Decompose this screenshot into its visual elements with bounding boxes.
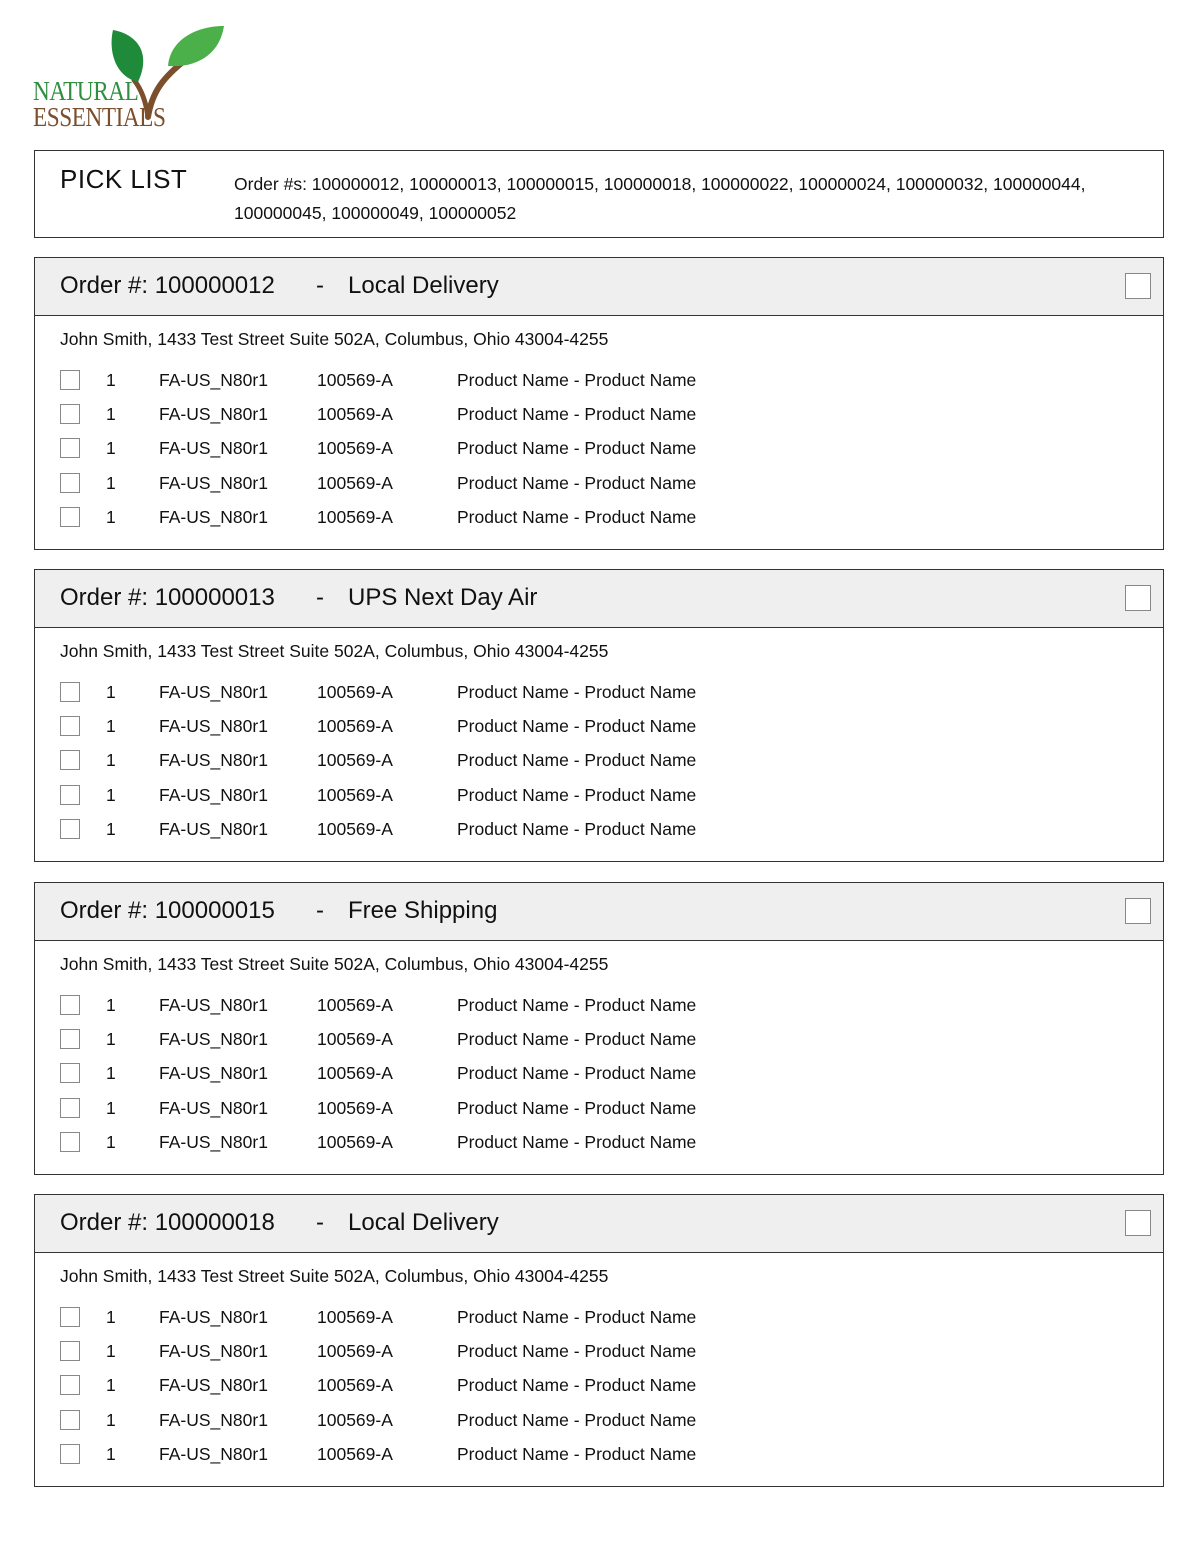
order-number: Order #: 100000018 <box>60 1209 275 1236</box>
item-sku: FA-US_N80r1 <box>159 506 268 527</box>
order-card <box>34 882 1164 1175</box>
item-sku: FA-US_N80r1 <box>159 750 268 771</box>
item-sku: FA-US_N80r1 <box>159 472 268 493</box>
line-item <box>35 1408 1163 1442</box>
item-part-number: 100569-A <box>317 404 393 425</box>
item-sku: FA-US_N80r1 <box>159 1409 268 1430</box>
order-number: Order #: 100000013 <box>60 584 275 611</box>
item-quantity: 1 <box>106 682 116 702</box>
item-quantity: 1 <box>106 1409 116 1430</box>
order-complete-checkbox[interactable] <box>1125 585 1151 611</box>
line-item <box>35 1027 1163 1061</box>
order-card <box>34 569 1164 862</box>
order-items-list <box>35 368 1163 539</box>
item-picked-checkbox[interactable] <box>60 438 80 458</box>
item-picked-checkbox[interactable] <box>60 404 80 424</box>
brand-logo <box>30 22 230 130</box>
item-product-name: Product Name - Product Name <box>457 1131 697 1152</box>
item-sku: FA-US_N80r1 <box>159 1443 268 1464</box>
item-part-number: 100569-A <box>317 1307 393 1327</box>
item-sku: FA-US_N80r1 <box>159 995 268 1015</box>
item-quantity: 1 <box>106 784 116 805</box>
item-quantity: 1 <box>106 716 116 737</box>
item-product-name: Product Name - Product Name <box>457 404 697 425</box>
item-sku: FA-US_N80r1 <box>159 716 268 737</box>
item-sku: FA-US_N80r1 <box>159 818 268 839</box>
item-product-name: Product Name - Product Name <box>457 438 697 459</box>
item-part-number: 100569-A <box>317 1063 393 1084</box>
item-part-number: 100569-A <box>317 370 393 390</box>
item-picked-checkbox[interactable] <box>60 1375 80 1395</box>
line-item <box>35 993 1163 1027</box>
item-sku: FA-US_N80r1 <box>159 1341 268 1362</box>
item-quantity: 1 <box>106 1375 116 1396</box>
item-product-name: Product Name - Product Name <box>457 1097 697 1118</box>
order-number: Order #: 100000015 <box>60 897 275 924</box>
line-item <box>35 748 1163 782</box>
item-quantity: 1 <box>106 1131 116 1152</box>
item-sku: FA-US_N80r1 <box>159 370 268 390</box>
line-item <box>35 1442 1163 1476</box>
order-separator: - <box>316 897 324 924</box>
item-picked-checkbox[interactable] <box>60 507 80 527</box>
shipping-method: UPS Next Day Air <box>348 584 538 611</box>
item-part-number: 100569-A <box>317 784 393 805</box>
item-part-number: 100569-A <box>317 506 393 527</box>
line-item <box>35 1096 1163 1130</box>
shipping-method: Local Delivery <box>348 272 499 299</box>
item-product-name: Product Name - Product Name <box>457 1409 697 1430</box>
line-item <box>35 1339 1163 1373</box>
item-product-name: Product Name - Product Name <box>457 506 697 527</box>
item-product-name: Product Name - Product Name <box>457 1307 697 1327</box>
customer-address: John Smith, 1433 Test Street Suite 502A, Columbus, Ohio 43004-4255 <box>60 329 609 349</box>
item-part-number: 100569-A <box>317 1375 393 1396</box>
pick-list-order-numbers: Order #s: 100000012, 100000013, 100000015, 100000018, 100000022, 100000024, 100000032, 100000044, 100000045, 100000049, 100000052 <box>234 174 1086 223</box>
item-part-number: 100569-A <box>317 1131 393 1152</box>
order-separator: - <box>316 584 324 611</box>
item-picked-checkbox[interactable] <box>60 682 80 702</box>
item-part-number: 100569-A <box>317 1443 393 1464</box>
item-picked-checkbox[interactable] <box>60 1063 80 1083</box>
order-number: Order #: 100000012 <box>60 272 275 299</box>
line-item <box>35 783 1163 817</box>
logo-text-natural: NATURAL <box>33 76 139 106</box>
line-item <box>35 680 1163 714</box>
item-product-name: Product Name - Product Name <box>457 1443 697 1464</box>
item-picked-checkbox[interactable] <box>60 819 80 839</box>
item-product-name: Product Name - Product Name <box>457 716 697 737</box>
item-part-number: 100569-A <box>317 438 393 459</box>
line-item <box>35 1061 1163 1095</box>
item-product-name: Product Name - Product Name <box>457 1029 697 1050</box>
customer-address: John Smith, 1433 Test Street Suite 502A, Columbus, Ohio 43004-4255 <box>60 954 609 974</box>
line-item <box>35 1373 1163 1407</box>
item-picked-checkbox[interactable] <box>60 1341 80 1361</box>
order-separator: - <box>316 1209 324 1236</box>
shipping-method: Local Delivery <box>348 1209 499 1236</box>
item-picked-checkbox[interactable] <box>60 1132 80 1152</box>
pick-list-title: PICK LIST <box>60 164 188 194</box>
customer-address: John Smith, 1433 Test Street Suite 502A, Columbus, Ohio 43004-4255 <box>60 1266 609 1286</box>
item-part-number: 100569-A <box>317 1029 393 1050</box>
item-quantity: 1 <box>106 995 116 1015</box>
item-part-number: 100569-A <box>317 1409 393 1430</box>
pick-list-header <box>34 150 1164 238</box>
item-product-name: Product Name - Product Name <box>457 370 697 390</box>
line-item <box>35 471 1163 505</box>
item-product-name: Product Name - Product Name <box>457 1375 697 1396</box>
item-picked-checkbox[interactable] <box>60 1444 80 1464</box>
order-header <box>35 883 1163 941</box>
shipping-method: Free Shipping <box>348 897 498 924</box>
item-product-name: Product Name - Product Name <box>457 472 697 493</box>
order-items-list <box>35 680 1163 851</box>
item-quantity: 1 <box>106 1097 116 1118</box>
item-part-number: 100569-A <box>317 1341 393 1362</box>
item-quantity: 1 <box>106 1307 116 1327</box>
item-picked-checkbox[interactable] <box>60 370 80 390</box>
item-product-name: Product Name - Product Name <box>457 682 697 702</box>
item-sku: FA-US_N80r1 <box>159 404 268 425</box>
item-part-number: 100569-A <box>317 995 393 1015</box>
line-item <box>35 1130 1163 1164</box>
item-quantity: 1 <box>106 1029 116 1050</box>
item-picked-checkbox[interactable] <box>60 1307 80 1327</box>
order-items-list <box>35 993 1163 1164</box>
line-item <box>35 714 1163 748</box>
order-items-list <box>35 1305 1163 1476</box>
order-header <box>35 570 1163 628</box>
item-picked-checkbox[interactable] <box>60 750 80 770</box>
item-quantity: 1 <box>106 1341 116 1362</box>
item-sku: FA-US_N80r1 <box>159 1131 268 1152</box>
item-part-number: 100569-A <box>317 472 393 493</box>
order-complete-checkbox[interactable] <box>1125 273 1151 299</box>
item-quantity: 1 <box>106 1443 116 1464</box>
item-product-name: Product Name - Product Name <box>457 1063 697 1084</box>
item-product-name: Product Name - Product Name <box>457 750 697 771</box>
item-picked-checkbox[interactable] <box>60 995 80 1015</box>
line-item <box>35 1305 1163 1339</box>
item-part-number: 100569-A <box>317 716 393 737</box>
item-quantity: 1 <box>106 1063 116 1084</box>
order-complete-checkbox[interactable] <box>1125 1210 1151 1236</box>
item-sku: FA-US_N80r1 <box>159 438 268 459</box>
line-item <box>35 402 1163 436</box>
item-quantity: 1 <box>106 750 116 771</box>
line-item <box>35 505 1163 539</box>
item-quantity: 1 <box>106 818 116 839</box>
order-separator: - <box>316 272 324 299</box>
item-part-number: 100569-A <box>317 1097 393 1118</box>
item-product-name: Product Name - Product Name <box>457 784 697 805</box>
item-picked-checkbox[interactable] <box>60 1029 80 1049</box>
line-item <box>35 436 1163 470</box>
item-quantity: 1 <box>106 506 116 527</box>
item-picked-checkbox[interactable] <box>60 1098 80 1118</box>
item-picked-checkbox[interactable] <box>60 785 80 805</box>
item-product-name: Product Name - Product Name <box>457 995 697 1015</box>
order-header <box>35 1195 1163 1253</box>
order-complete-checkbox[interactable] <box>1125 898 1151 924</box>
item-sku: FA-US_N80r1 <box>159 784 268 805</box>
item-part-number: 100569-A <box>317 750 393 771</box>
item-picked-checkbox[interactable] <box>60 716 80 736</box>
order-header <box>35 258 1163 316</box>
line-item <box>35 368 1163 402</box>
line-item <box>35 817 1163 851</box>
logo-text-essentials: ESSENTIALS <box>33 102 166 132</box>
item-sku: FA-US_N80r1 <box>159 1097 268 1118</box>
item-quantity: 1 <box>106 472 116 493</box>
item-part-number: 100569-A <box>317 682 393 702</box>
item-part-number: 100569-A <box>317 818 393 839</box>
item-picked-checkbox[interactable] <box>60 473 80 493</box>
item-sku: FA-US_N80r1 <box>159 1307 268 1327</box>
item-quantity: 1 <box>106 404 116 425</box>
customer-address: John Smith, 1433 Test Street Suite 502A, Columbus, Ohio 43004-4255 <box>60 641 609 661</box>
order-card <box>34 1194 1164 1487</box>
item-quantity: 1 <box>106 370 116 390</box>
item-picked-checkbox[interactable] <box>60 1410 80 1430</box>
item-sku: FA-US_N80r1 <box>159 1375 268 1396</box>
item-product-name: Product Name - Product Name <box>457 818 697 839</box>
order-card <box>34 257 1164 550</box>
item-sku: FA-US_N80r1 <box>159 682 268 702</box>
item-product-name: Product Name - Product Name <box>457 1341 697 1362</box>
item-quantity: 1 <box>106 438 116 459</box>
item-sku: FA-US_N80r1 <box>159 1029 268 1050</box>
item-sku: FA-US_N80r1 <box>159 1063 268 1084</box>
